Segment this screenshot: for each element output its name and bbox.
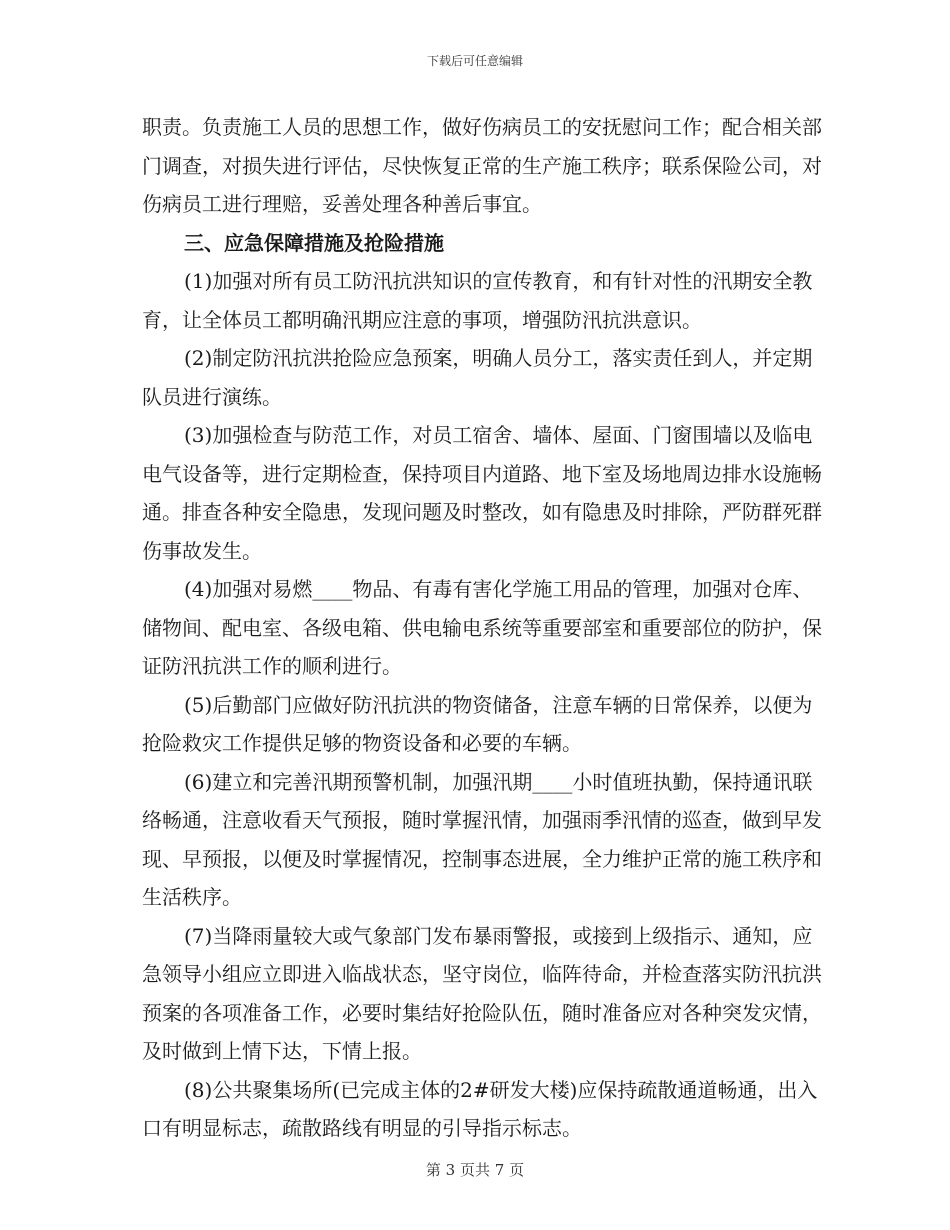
page-header: 下载后可任意编辑 — [426, 54, 523, 68]
measure-4: (4)加强对易燃____物品、有毒有害化学施工用品的管理，加强对仓库、储物间、配电室、各级电箱、供电输电系统等重要部室和重要部位的防护，保证防汛抗洪工作的顺利进行。 — [142, 577, 822, 678]
page-number: 第 3 页共 7 页 — [425, 1161, 525, 1179]
measure-5: (5)后勤部门应做好防汛抗洪的物资储备，注意车辆的日常保养，以便为抢险救灾工作提供足够的物资设备和必要的车辆。 — [142, 692, 813, 755]
section-heading: 三、应急保障措施及抢险措施 — [184, 230, 444, 255]
measure-2: (2)制定防汛抗洪抢险应急预案，明确人员分工，落实责任到人，并定期队员进行演练。 — [142, 346, 813, 409]
measure-8: (8)公共聚集场所(已完成主体的2#研发大楼)应保持疏散通道畅通，出入口有明显标志，疏散路线有明显的引导指示标志。 — [142, 1077, 818, 1140]
measure-7: (7)当降雨量较大或气象部门发布暴雨警报，或接到上级指示、通知，应急领导小组应立即进入临战状态，坚守岗位，临阵待命，并检查落实防汛抗洪预案的各项准备工作，必要时集结好抢险队伍，随时准备应对各种突发灾情，及时做到上情下达，下情上报。 — [142, 923, 822, 1063]
measure-3: (3)加强检查与防范工作，对员工宿舍、墙体、屋面、门窗围墙以及临电电气设备等，进行定期检查，保持项目内道路、地下室及场地周边排水设施畅通。排查各种安全隐患，发现问题及时整改，如有隐患及时排除，严防群死群伤事故发生。 — [142, 423, 822, 563]
paragraph-responsibilities: 职责。负责施工人员的思想工作，做好伤病员工的安抚慰问工作；配合相关部门调查，对损失进行评估，尽快恢复正常的生产施工秩序；联系保险公司，对伤病员工进行理赔，妥善处理各种善后事宜。 — [142, 115, 822, 216]
measure-1: (1)加强对所有员工防汛抗洪知识的宣传教育，和有针对性的汛期安全教育，让全体员工都明确汛期应注意的事项，增强防汛抗洪意识。 — [142, 269, 813, 332]
document-body — [142, 108, 822, 1148]
measure-6: (6)建立和完善汛期预警机制，加强汛期____小时值班执勤，保持通讯联络畅通，注意收看天气预报，随时掌握汛情，加强雨季汛情的巡查，做到早发现、早预报，以便及时掌握情况，控制事态进展，全力维护正常的施工秩序和生活秩序。 — [142, 769, 822, 909]
